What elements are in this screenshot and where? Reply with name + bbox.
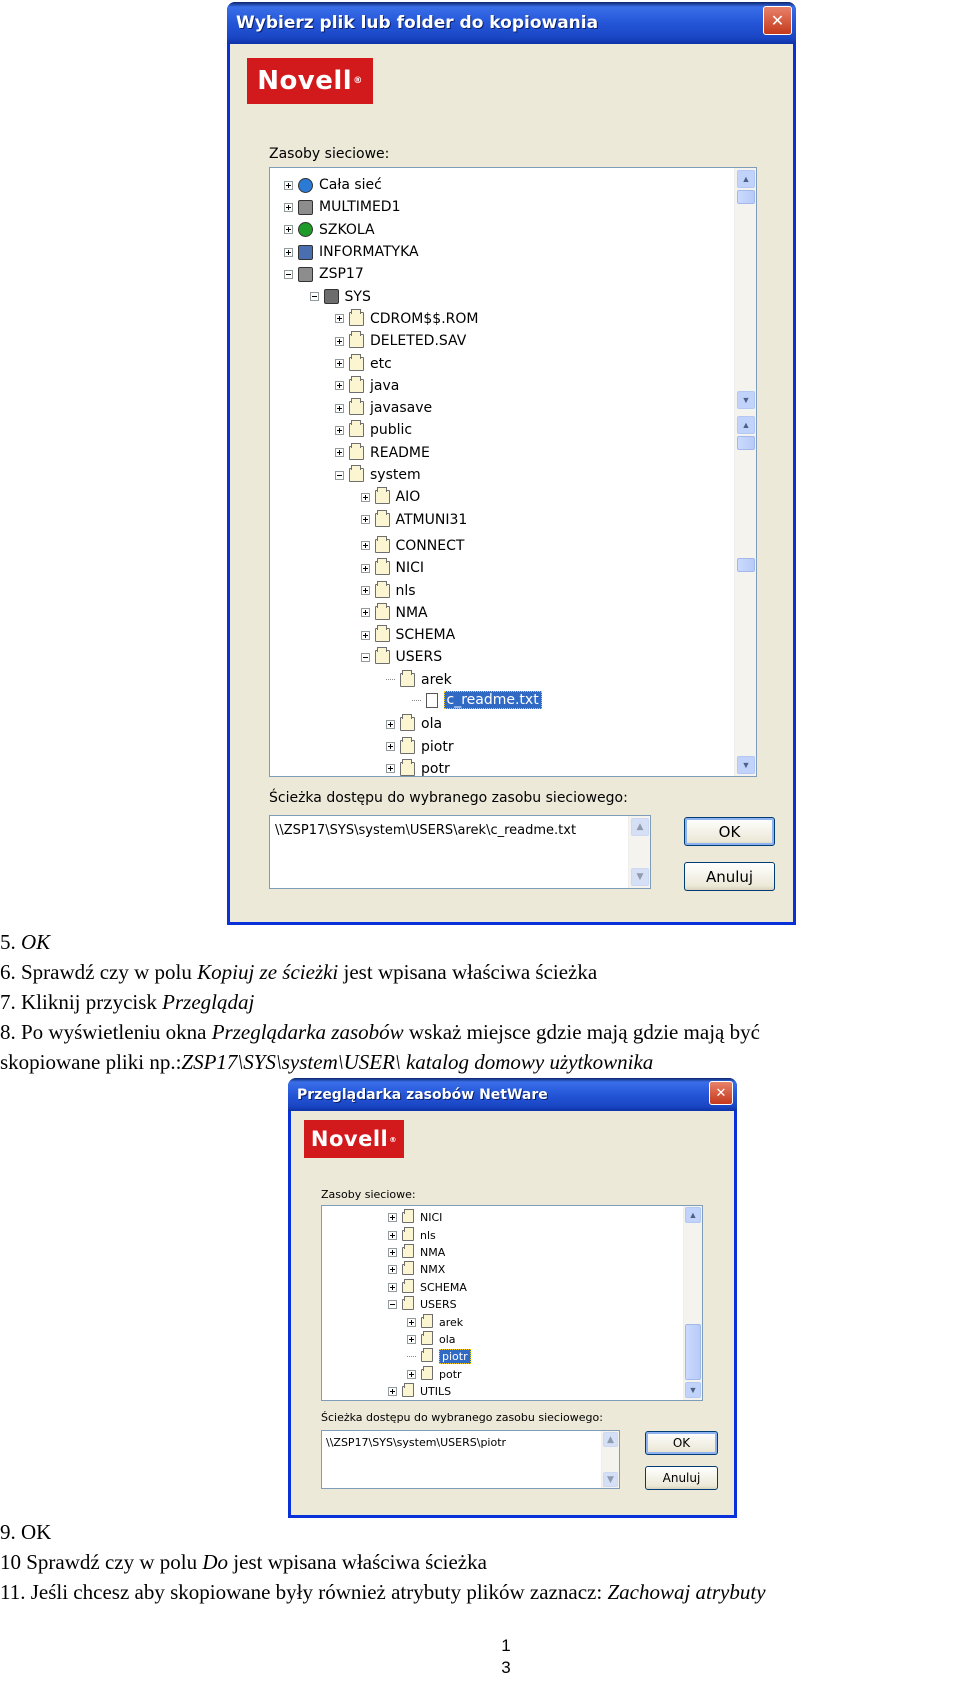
tree-node[interactable] — [386, 669, 452, 691]
scroll-down-button[interactable]: ▼ — [737, 391, 755, 409]
expand-icon[interactable] — [335, 337, 344, 346]
expand-icon[interactable] — [386, 742, 395, 751]
folder-icon — [349, 468, 364, 482]
scroll-thumb[interactable] — [685, 1324, 701, 1380]
scroll-down-button[interactable]: ▼ — [631, 868, 649, 886]
folder-icon — [400, 717, 415, 731]
expand-icon[interactable] — [388, 1248, 397, 1257]
tree-connector — [386, 679, 395, 680]
tree-node-label: c_readme.txt — [444, 691, 542, 709]
folder-icon — [349, 334, 364, 348]
expand-icon[interactable] — [284, 248, 293, 257]
collapse-icon[interactable] — [388, 1300, 397, 1309]
tree-node[interactable] — [388, 1244, 445, 1261]
folder-icon — [349, 312, 364, 326]
folder-icon — [375, 606, 390, 620]
expand-icon[interactable] — [284, 203, 293, 212]
tree-node-label: NICI — [395, 560, 425, 577]
tree-node[interactable] — [284, 263, 364, 285]
expand-icon[interactable] — [361, 541, 370, 550]
netware-browser-dialog — [288, 1078, 737, 1518]
tree-node[interactable] — [284, 241, 419, 263]
folder-icon — [421, 1351, 433, 1362]
expand-icon[interactable] — [386, 720, 395, 729]
expand-icon[interactable] — [335, 381, 344, 390]
novell-logo: Novell ® — [304, 1120, 404, 1158]
close-icon: ✕ — [715, 1085, 727, 1101]
tree-node[interactable] — [335, 352, 392, 374]
folder-icon — [375, 650, 390, 664]
expand-icon[interactable] — [388, 1213, 397, 1222]
folder-icon — [402, 1386, 414, 1397]
step-10: 10 Sprawdź czy w polu Do jest wpisana właściwa ścieżka — [0, 1550, 487, 1574]
tree-node-label: CONNECT — [395, 537, 465, 554]
folder-icon — [375, 561, 390, 575]
tree-label: Zasoby sieciowe: — [321, 1188, 416, 1201]
step-8-continued: skopiowane pliki np.:ZSP17\SYS\system\USER\ katalog domowy użytkownika — [0, 1050, 654, 1074]
tree-node[interactable] — [386, 736, 454, 758]
tree-node-label: MULTIMED1 — [319, 199, 401, 216]
file-icon — [426, 693, 438, 708]
selected-path-value: \\ZSP17\SYS\system\USERS\piotr — [326, 1436, 507, 1449]
ok-button[interactable]: OK — [645, 1431, 718, 1455]
expand-icon[interactable] — [386, 764, 395, 773]
selected-path-value: \\ZSP17\SYS\system\USERS\arek\c_readme.txt — [275, 823, 577, 838]
cancel-button[interactable]: Anuluj — [684, 862, 775, 891]
tree-node[interactable] — [388, 1296, 457, 1313]
folder-icon — [375, 584, 390, 598]
path-label: Ścieżka dostępu do wybranego zasobu sieciowego: — [321, 1411, 603, 1424]
tree-node[interactable] — [335, 419, 412, 441]
tree-node[interactable] — [361, 486, 421, 508]
tree-connector — [412, 700, 421, 701]
tree-node[interactable] — [412, 689, 542, 711]
page-number: 1 — [501, 1636, 511, 1655]
tree-node-label: arek — [439, 1315, 464, 1329]
tree-node-label: SCHEMA — [395, 627, 456, 644]
scroll-thumb[interactable] — [737, 436, 755, 450]
folder-icon — [349, 423, 364, 437]
ok-button[interactable]: OK — [684, 817, 775, 846]
collapse-icon[interactable] — [361, 653, 370, 662]
tree-node-label: SZKOLA — [319, 221, 375, 238]
tree-node[interactable] — [284, 219, 375, 241]
expand-icon[interactable] — [335, 448, 344, 457]
scroll-up-button[interactable]: ▲ — [685, 1207, 701, 1223]
tree-node-label: public — [370, 422, 413, 439]
tree-node[interactable] — [361, 557, 425, 579]
tree-icon — [298, 222, 313, 237]
tree-node[interactable] — [388, 1383, 451, 1400]
tree-node-label: NICI — [420, 1211, 443, 1225]
folder-icon — [421, 1317, 433, 1328]
tree-node-label: NMA — [420, 1245, 446, 1259]
expand-icon[interactable] — [361, 515, 370, 524]
folder-icon — [349, 401, 364, 415]
folder-icon — [402, 1247, 414, 1258]
folder-icon — [349, 357, 364, 371]
tree-node-label: ATMUNI31 — [395, 511, 468, 528]
dialog-title: Przeglądarka zasobów NetWare — [297, 1086, 548, 1103]
collapse-icon[interactable] — [310, 292, 319, 301]
tree-node[interactable] — [388, 1226, 436, 1243]
tree-node-label: README — [370, 444, 430, 461]
folder-icon — [402, 1299, 414, 1310]
network-globe-icon — [298, 178, 313, 193]
scroll-up-button[interactable]: ▲ — [737, 416, 755, 434]
scroll-up-button[interactable]: ▲ — [603, 1432, 618, 1447]
expand-icon[interactable] — [388, 1265, 397, 1274]
tree-node-label: nls — [395, 582, 416, 599]
path-scrollbar[interactable] — [628, 816, 650, 888]
expand-icon[interactable] — [361, 493, 370, 502]
tree-node[interactable] — [388, 1209, 442, 1226]
tree-node-label: ZSP17 — [319, 266, 364, 283]
tree-node[interactable] — [388, 1261, 445, 1278]
expand-icon[interactable] — [335, 426, 344, 435]
tree-node-label: SYS — [344, 288, 371, 305]
expand-icon[interactable] — [361, 564, 370, 573]
expand-icon[interactable] — [361, 586, 370, 595]
tree-node-label: javasave — [370, 400, 433, 417]
volume-icon — [324, 289, 339, 304]
folder-icon — [375, 513, 390, 527]
tree-node[interactable] — [407, 1313, 463, 1330]
tree-node[interactable] — [284, 174, 382, 196]
tree-node-label: AIO — [395, 489, 421, 506]
close-button[interactable] — [763, 6, 792, 35]
tree-node-label: Cała sieć — [319, 177, 382, 194]
tree-scrollbar[interactable] — [683, 1206, 702, 1400]
tree-node[interactable] — [335, 464, 421, 486]
tree-node[interactable] — [361, 509, 468, 531]
tree-node[interactable] — [386, 713, 442, 735]
network-resource-tree[interactable] — [269, 167, 757, 777]
expand-icon[interactable] — [407, 1318, 416, 1327]
copy-source-dialog — [227, 2, 796, 925]
tree-node[interactable] — [361, 646, 443, 668]
dialog-title: Wybierz plik lub folder do kopiowania — [236, 13, 599, 33]
tree-node-label: java — [370, 377, 400, 394]
expand-icon[interactable] — [335, 314, 344, 323]
step-11: 11. Jeśli chcesz aby skopiowane były również atrybuty plików zaznacz: Zachowaj atrybuty — [0, 1580, 766, 1604]
tree-node[interactable] — [361, 624, 456, 646]
container-icon — [298, 245, 313, 260]
step-9: 9. OK — [0, 1520, 52, 1544]
tree-node[interactable] — [361, 535, 465, 557]
step-5: 5. OK — [0, 930, 51, 954]
tree-node-label: UTILS — [420, 1385, 452, 1399]
tree-node-label: arek — [421, 671, 452, 688]
tree-node[interactable] — [361, 579, 416, 601]
folder-icon — [375, 539, 390, 553]
step-6: 6. Sprawdź czy w polu Kopiuj ze ścieżki jest wpisana właściwa ścieżka — [0, 960, 598, 984]
folder-icon — [349, 379, 364, 393]
tree-node[interactable] — [335, 375, 399, 397]
folder-icon — [375, 628, 390, 642]
scroll-thumb[interactable] — [737, 558, 755, 572]
collapse-icon[interactable] — [284, 270, 293, 279]
scroll-down-button[interactable]: ▼ — [737, 756, 755, 774]
expand-icon[interactable] — [361, 631, 370, 640]
collapse-icon[interactable] — [335, 471, 344, 480]
folder-icon — [402, 1230, 414, 1241]
tree-node[interactable] — [310, 286, 371, 308]
folder-icon — [375, 490, 390, 504]
expand-icon[interactable] — [388, 1231, 397, 1240]
folder-icon — [349, 446, 364, 460]
expand-icon[interactable] — [284, 225, 293, 234]
path-label: Ścieżka dostępu do wybranego zasobu sieciowego: — [269, 790, 628, 806]
scroll-down-button[interactable]: ▼ — [685, 1382, 701, 1398]
tree-node-label: SCHEMA — [420, 1280, 467, 1294]
tree-node[interactable] — [407, 1366, 462, 1383]
server-icon — [298, 267, 313, 282]
tree-node-label: potr — [421, 760, 450, 777]
expand-icon[interactable] — [335, 359, 344, 368]
scroll-up-button[interactable]: ▲ — [737, 170, 755, 188]
tree-node[interactable] — [335, 330, 466, 352]
tree-node-label: NMA — [395, 604, 428, 621]
page-number-second-line: 3 — [501, 1658, 511, 1677]
close-button[interactable] — [709, 1081, 733, 1105]
tree-node-label: system — [370, 467, 421, 484]
tree-node[interactable] — [335, 308, 478, 330]
folder-icon — [400, 740, 415, 754]
server-icon — [298, 200, 313, 215]
expand-icon[interactable] — [388, 1283, 397, 1292]
expand-icon[interactable] — [284, 181, 293, 190]
tree-node-label: potr — [439, 1367, 462, 1381]
tree-node[interactable] — [407, 1331, 456, 1348]
expand-icon[interactable] — [388, 1387, 397, 1396]
cancel-button[interactable]: Anuluj — [645, 1466, 718, 1490]
expand-icon[interactable] — [407, 1370, 416, 1379]
tree-node-label: piotr — [421, 738, 454, 755]
tree-node[interactable] — [388, 1279, 467, 1296]
step-7: 7. Kliknij przycisk Przeglądaj — [0, 990, 255, 1014]
tree-node[interactable] — [361, 602, 428, 624]
step-8: 8. Po wyświetleniu okna Przeglądarka zasobów wskaż miejsce gdzie mają gdzie mają być — [0, 1020, 760, 1044]
selected-path-field[interactable] — [321, 1430, 620, 1489]
expand-icon[interactable] — [407, 1335, 416, 1344]
tree-node-label: piotr — [439, 1349, 471, 1364]
scroll-thumb[interactable] — [737, 190, 755, 204]
tree-scrollbar[interactable] — [734, 168, 756, 776]
folder-icon — [402, 1264, 414, 1275]
folder-icon — [421, 1334, 433, 1345]
scroll-down-button[interactable]: ▼ — [603, 1472, 618, 1487]
dialog-title-bar — [288, 1078, 737, 1111]
tree-node[interactable] — [386, 758, 450, 777]
tree-node-label: INFORMATYKA — [319, 244, 419, 261]
tree-node-label: ola — [439, 1332, 456, 1346]
tree-connector — [407, 1356, 416, 1357]
tree-node-label: nls — [420, 1228, 436, 1242]
novell-logo: Novell ® — [247, 58, 373, 104]
close-icon: ✕ — [770, 11, 785, 30]
tree-node-label: etc — [370, 355, 392, 372]
tree-node-label: USERS — [395, 649, 443, 666]
network-resource-tree[interactable] — [321, 1205, 703, 1401]
tree-node-label: CDROM$$.ROM — [370, 310, 479, 327]
tree-node-label: DELETED.SAV — [370, 333, 467, 350]
tree-label: Zasoby sieciowe: — [269, 146, 390, 162]
tree-node-label: NMX — [420, 1263, 446, 1277]
folder-icon — [421, 1369, 433, 1380]
tree-node[interactable] — [407, 1348, 471, 1365]
expand-icon[interactable] — [361, 608, 370, 617]
folder-icon — [402, 1212, 414, 1223]
expand-icon[interactable] — [335, 404, 344, 413]
path-scrollbar[interactable] — [601, 1431, 619, 1488]
folder-icon — [402, 1282, 414, 1293]
tree-node[interactable] — [284, 196, 401, 218]
dialog-title-bar — [227, 2, 796, 44]
tree-node-label: ola — [421, 716, 443, 733]
tree-node[interactable] — [335, 442, 430, 464]
scroll-up-button[interactable]: ▲ — [631, 818, 649, 836]
folder-icon — [400, 762, 415, 776]
tree-node[interactable] — [335, 397, 432, 419]
tree-node-label: USERS — [420, 1298, 457, 1312]
folder-icon — [400, 673, 415, 687]
selected-path-field[interactable] — [269, 815, 651, 889]
